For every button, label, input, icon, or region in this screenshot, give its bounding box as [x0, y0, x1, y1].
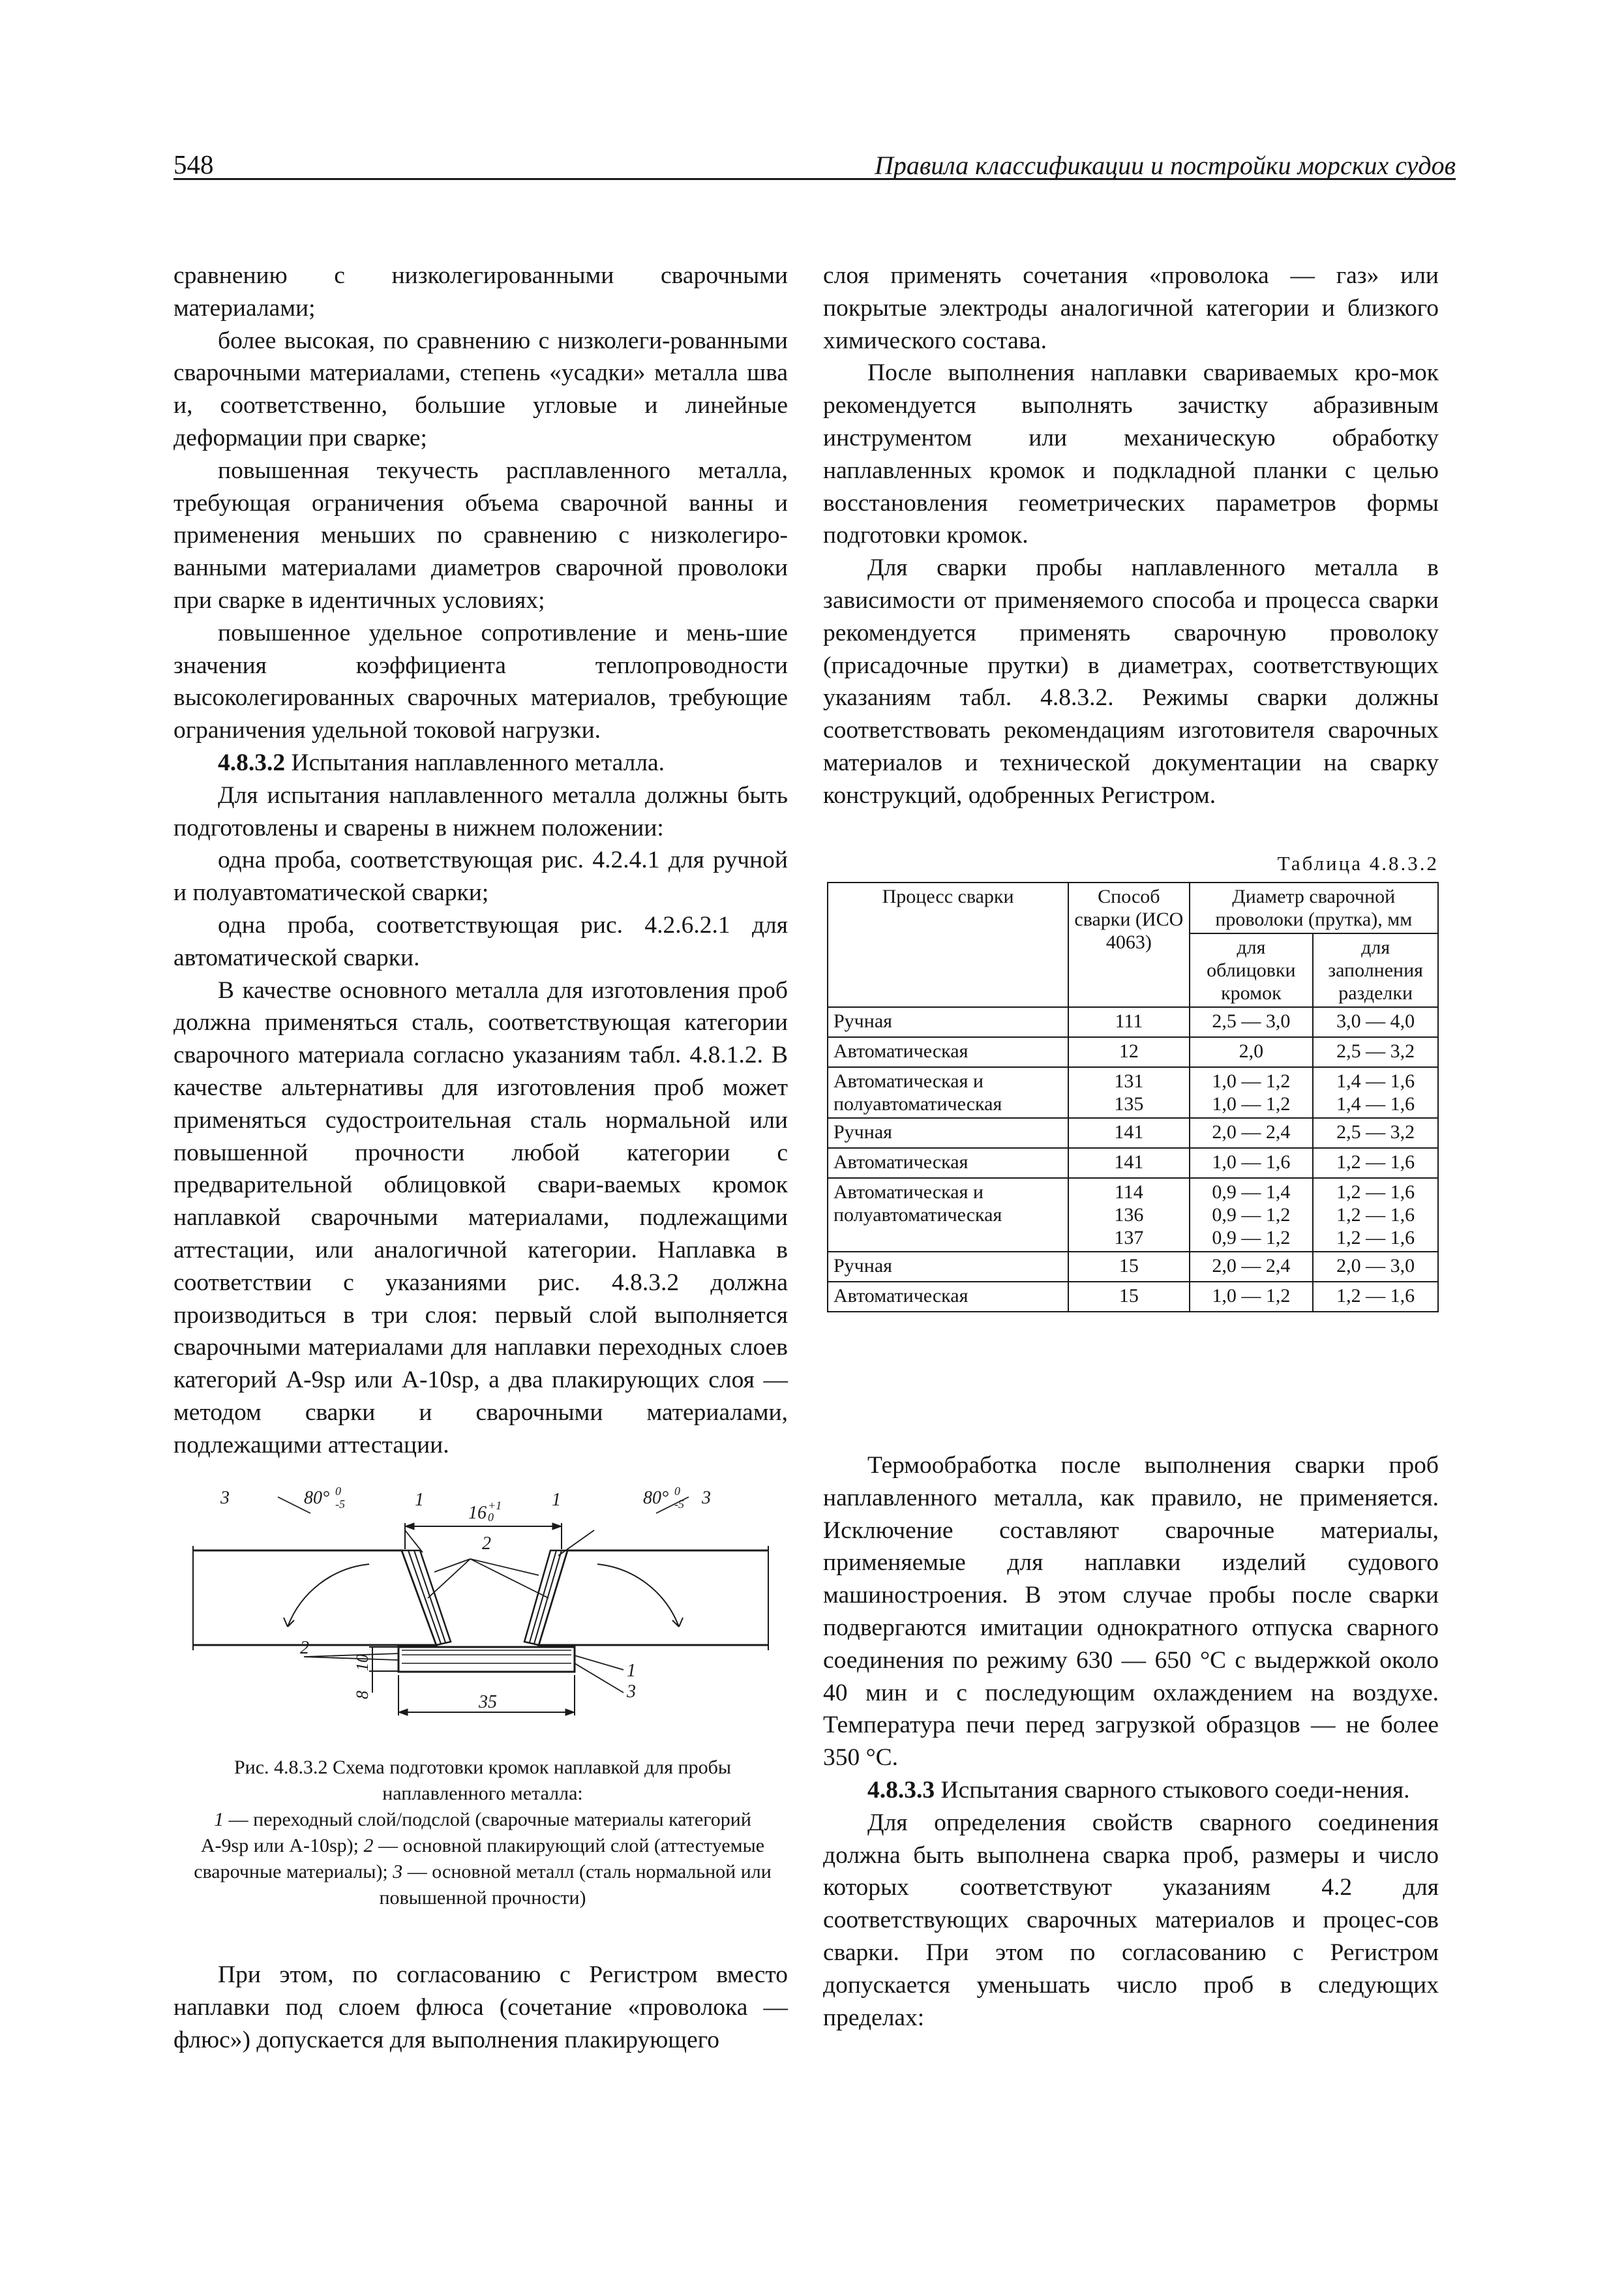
label-2-top: 2: [482, 1533, 491, 1554]
angle-right-tol-upper: 0: [674, 1485, 680, 1498]
section-heading: [173, 747, 788, 779]
angle-right-label: 80°: [643, 1488, 669, 1508]
left-angle-arc: [288, 1564, 369, 1627]
dim-10-label: 10: [353, 1654, 372, 1671]
label-1-right: 1: [552, 1490, 561, 1510]
table-row: [828, 1067, 1438, 1118]
table-cell-method: 114 136 137: [1068, 1178, 1189, 1252]
table-cell-filling: 2,5 — 3,2: [1313, 1118, 1438, 1148]
paragraph: Для определения свойств сварного соединения должна быть выполнена сварка проб, размеры и число которых соответствуют указаниям 4.2 для соответствующих сварочных материалов и процес-сов сварки. При этом по согласованию с Регистром допускается уменьшать число проб в следующих пределах:: [823, 1809, 1439, 2031]
right-angle-arc: [597, 1564, 679, 1627]
running-title: Правила классификации и постройки морских судов: [874, 151, 1456, 180]
table-cell-method: 111: [1068, 1007, 1189, 1037]
table-cell-process: Ручная: [828, 1252, 1068, 1282]
gap-tol-lower: 0: [488, 1511, 494, 1524]
table-cell-facing: 2,0 — 2,4: [1190, 1118, 1314, 1148]
header-facing: для облицовки кромок: [1190, 933, 1314, 1007]
table-row: [828, 1118, 1438, 1148]
paragraph: При этом, по согласованию с Регистром вместо наплавки под слоем флюса (сочетание «проволока — флюс») допускается для выполнения плакирующего: [173, 1961, 788, 2053]
table-cell-filling: 2,0 — 3,0: [1313, 1252, 1438, 1282]
gap-label: 16: [468, 1503, 487, 1523]
page-number: 548: [173, 149, 214, 179]
table-cell-process: Ручная: [828, 1007, 1068, 1037]
table-cell-process: Ручная: [828, 1118, 1068, 1148]
table-cell-process: Автоматическая: [828, 1282, 1068, 1312]
label-1-left: 1: [415, 1490, 424, 1510]
left-bottom-text: [173, 1959, 788, 2056]
left-cladding: [402, 1550, 451, 1645]
table-row: [828, 1178, 1438, 1252]
table-cell-method: 15: [1068, 1252, 1189, 1282]
table-cell-facing: 1,0 — 1,6: [1190, 1148, 1314, 1178]
angle-left-tol-lower: -5: [335, 1498, 345, 1511]
table-cell-filling: 1,2 — 1,6 1,2 — 1,6 1,2 — 1,6: [1313, 1178, 1438, 1252]
paragraph: повышенное удельное сопротивление и мень-шие значения коэффициента теплопроводности высоколегированных сварочных материалов, требующие ограничения удельной токовой нагрузки.: [173, 619, 788, 744]
right-column: [823, 260, 1439, 812]
label-1-bottom: 1: [627, 1661, 636, 1681]
legend-text: — переходный слой/подслой (сварочные материалы категорий А-9sp или А-10sp);: [200, 1809, 751, 1856]
table-cell-facing: 2,0: [1190, 1037, 1314, 1067]
table-cell-method: 15: [1068, 1282, 1189, 1312]
paragraph: одна проба, соответствующая рис. 4.2.6.2.1 для автоматической сварки.: [173, 911, 788, 971]
figure-caption-legend: [189, 1807, 776, 1911]
table-cell-filling: 2,5 — 3,2: [1313, 1037, 1438, 1067]
paragraph: После выполнения наплавки свариваемых кро-мок рекомендуется выполнять зачистку абразивным инструментом или механическую обработку наплавленных кромок и подкладной планки с целью восстановления геометрических параметров формы подготовки кромок.: [823, 359, 1439, 549]
table-row: [828, 1282, 1438, 1312]
section-title: Испытания сварного стыкового соеди-нения.: [935, 1776, 1410, 1804]
paragraph: Термообработка после выполнения сварки проб наплавленного металла, как правило, не применяется. Исключение составляют сварочные материалы, применяемые для наплавки изделий судового машиностроения. В этом случае пробы после сварки подвергаются имитации однократного отпуска сварного соединения по режиму 630 — 650 °C с выдержкой около 40 мин и с последующим охлаждением на воздухе. Температура печи перед загрузкой образцов — не более 350 °C.: [823, 1452, 1439, 1772]
angle-left-tol-upper: 0: [335, 1485, 341, 1498]
figure-caption-title: Рис. 4.8.3.2 Схема подготовки кромок наплавкой для пробы наплавленного металла:: [233, 1757, 731, 1804]
right-cladding: [524, 1550, 567, 1645]
paragraph: более высокая, по сравнению с низколеги-рованными сварочными материалами, степень «усадки» металла шва и, соответственно, большие угловые и линейные деформации при сварке;: [173, 327, 788, 451]
table-cell-process: Автоматическая: [828, 1037, 1068, 1067]
table-cell-method: 141: [1068, 1118, 1189, 1148]
paragraph: В качестве основного металла для изготовления проб должна применяться сталь, соответствующая категории сварочного материала согласно указаниям табл. 4.8.1.2. В качестве альтернативы для изготовления проб может применяться судостроительная сталь нормальной или повышенной прочности любой категории с предварительной облицовкой свари-ваемых кромок наплавкой сварочными материалами, подлежащими аттестации, или аналогичной категории. Наплавка в соответствии с указаниями рис. 4.8.3.2 должна производиться в три слоя: первый слой выполняется сварочными материалами для наплавки переходных слоев категорий А-9sp или А-10sp, а два плакирующих слоя — методом сварки и сварочными материалами, подлежащими аттестации.: [173, 976, 788, 1458]
table-cell-filling: 3,0 — 4,0: [1313, 1007, 1438, 1037]
dim-8-label: 8: [353, 1691, 372, 1699]
table-header-row: [828, 883, 1438, 933]
table-cell-method: 131 135: [1068, 1067, 1189, 1118]
table-row: [828, 1037, 1438, 1067]
paragraph: Для сварки пробы наплавленного металла в зависимости от применяемого способа и процесса сварки рекомендуется применять сварочную проволоку (присадочные прутки) в диаметрах, соответствующих указаниям табл. 4.8.3.2. Режимы сварки должны соответствовать рекомендациям изготовителя сварочных материалов и технической документации на сварку конструкций, одобренных Регистром.: [823, 554, 1439, 809]
table-cell-process: Автоматическая: [828, 1148, 1068, 1178]
paragraph: Для испытания наплавленного металла должны быть подготовлены и сварены в нижнем положении:: [173, 781, 788, 841]
table-cell-facing: 0,9 — 1,4 0,9 — 1,2 0,9 — 1,2: [1190, 1178, 1314, 1252]
legend-text: — основной плакирующий слой (аттестуемые сварочные материалы);: [194, 1835, 765, 1882]
label-3-left: 3: [220, 1488, 230, 1508]
header-filling: для заполнения разделки: [1313, 933, 1438, 1007]
paragraph: слоя применять сочетания «проволока — газ» или покрытые электроды аналогичной категории и близкого химического состава.: [823, 262, 1439, 354]
page-header: [173, 149, 1456, 183]
table-cell-facing: 1,0 — 1,2: [1190, 1282, 1314, 1312]
table-row: [828, 1252, 1438, 1282]
table-cell-filling: 1,2 — 1,6: [1313, 1148, 1438, 1178]
table-cell-process: Автоматическая и полуавтоматическая: [828, 1067, 1068, 1118]
legend-number: 2: [363, 1835, 374, 1856]
paragraph: сравнению с низколегированными сварочными материалами;: [173, 262, 788, 322]
header-method: Способ сварки (ИСО 4063): [1068, 883, 1189, 1007]
table-cell-facing: 2,5 — 3,0: [1190, 1007, 1314, 1037]
section-number: 4.8.3.3: [867, 1776, 935, 1804]
section-title: Испытания наплавленного металла.: [285, 749, 665, 776]
left-column: [173, 260, 788, 1461]
label-3-right: 3: [702, 1488, 711, 1508]
legend-number: 3: [393, 1861, 403, 1882]
dim-35-label: 35: [479, 1692, 497, 1712]
wire-diameter-table: [827, 882, 1439, 1312]
right-plate: [539, 1550, 768, 1645]
paragraph: одна проба, соответствующая рис. 4.2.4.1 для ручной и полуавтоматической сварки;: [173, 847, 788, 907]
angle-right-tol-lower: -5: [674, 1498, 684, 1511]
header-diameter: Диаметр сварочной проволоки (прутка), мм: [1190, 883, 1438, 933]
section-heading: [823, 1774, 1439, 1807]
legend-number: 1: [214, 1809, 224, 1830]
table-cell-facing: 2,0 — 2,4: [1190, 1252, 1314, 1282]
header-process: Процесс сварки: [828, 883, 1068, 1007]
label-2-left: 2: [300, 1638, 309, 1658]
table-cell-filling: 1,4 — 1,6 1,4 — 1,6: [1313, 1067, 1438, 1118]
paragraph: повышенная текучесть расплавленного металла, требующая ограничения объема сварочной ванны и применения меньших по сравнению с низколегиро-ванными материалами диаметров сварочной проволоки при сварке в идентичных условиях;: [173, 457, 788, 614]
table-row: [828, 1007, 1438, 1037]
label-3-bottom: 3: [627, 1682, 636, 1702]
table-body: [828, 1007, 1438, 1312]
figure-4-8-3-2: [173, 1468, 788, 1729]
legend-text: — основной металл (сталь нормальной или повышенной прочности): [379, 1861, 772, 1909]
header-rule: [173, 178, 1456, 180]
right-bottom-text: [823, 1449, 1439, 2034]
table-cell-method: 12: [1068, 1037, 1189, 1067]
table-caption: Таблица 4.8.3.2: [1277, 852, 1439, 875]
section-number: 4.8.3.2: [218, 749, 286, 776]
table-cell-filling: 1,2 — 1,6: [1313, 1282, 1438, 1312]
table-row: [828, 1148, 1438, 1178]
table-cell-process: Автоматическая и полуавтоматическая: [828, 1178, 1068, 1252]
table-cell-method: 141: [1068, 1148, 1189, 1178]
figure-caption: [189, 1755, 776, 1911]
gap-tol-upper: +1: [488, 1499, 502, 1512]
angle-left-label: 80°: [304, 1488, 330, 1508]
left-plate: [193, 1550, 436, 1645]
table-cell-facing: 1,0 — 1,2 1,0 — 1,2: [1190, 1067, 1314, 1118]
